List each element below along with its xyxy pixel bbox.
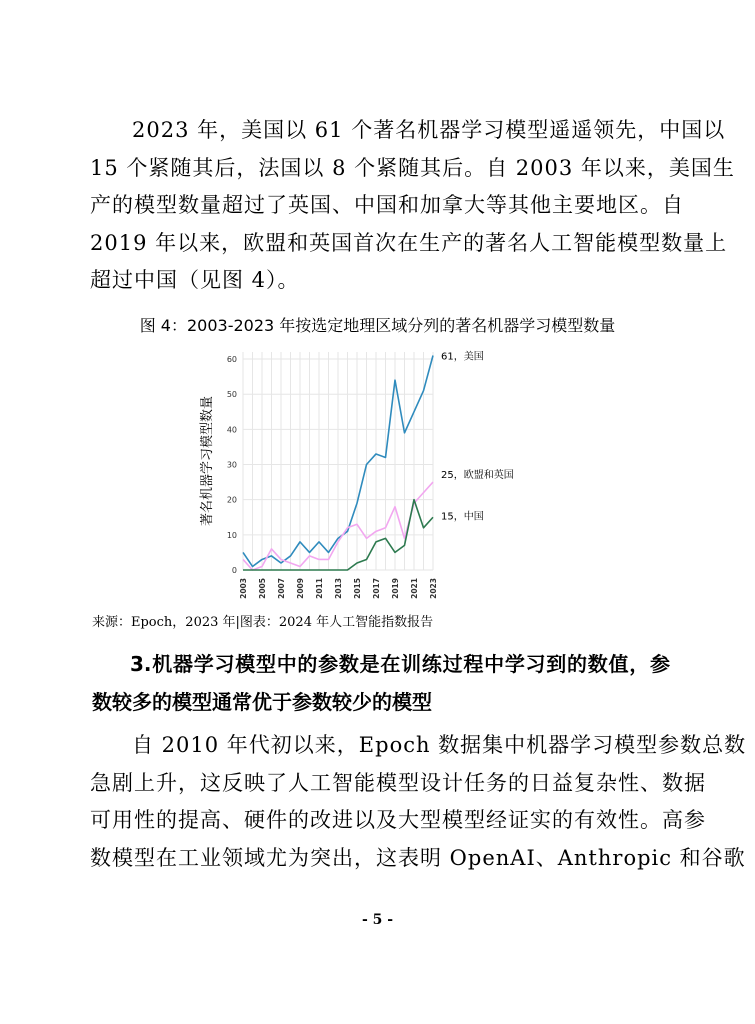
x-tick-label: 2007	[277, 578, 286, 599]
paragraph-line: 2023 年，美国以 61 个著名机器学习模型遥遥领先，中国以	[132, 118, 726, 142]
series-end-label: 25，欧盟和英国	[441, 470, 514, 482]
x-tick-label: 2005	[258, 578, 267, 599]
x-tick-label: 2011	[315, 578, 324, 599]
y-tick-label: 40	[226, 425, 237, 435]
x-tick-label: 2017	[372, 578, 381, 599]
figure-source: 来源：Epoch，2023 年|图表：2024 年人工智能指数报告	[92, 615, 434, 630]
chart-svg	[195, 340, 545, 610]
series-end-label: 61，美国	[441, 351, 484, 363]
paragraph-intro	[90, 112, 735, 300]
paragraph-line: 可用性的提高、硬件的改进以及大型模型经证实的有效性。高参	[90, 808, 706, 832]
figure-caption: 图 4：2003-2023 年按选定地理区域分列的著名机器学习模型数量	[139, 316, 616, 335]
paragraph-line: 自 2010 年代初以来，Epoch 数据集中机器学习模型参数总数	[132, 733, 747, 757]
paragraph-line: 数模型在工业领域尤为突出，这表明 OpenAI、Anthropic 和谷歌	[90, 845, 746, 870]
series-end-label: 15，中国	[441, 511, 484, 523]
y-tick-label: 10	[226, 530, 237, 540]
page-number: - 5 -	[361, 912, 394, 928]
x-tick-label: 2009	[296, 578, 305, 599]
x-tick-label: 2023	[429, 578, 438, 599]
y-tick-label: 60	[226, 355, 237, 365]
paragraph-line: 超过中国（见图 4）。	[90, 268, 300, 292]
x-tick-label: 2021	[410, 578, 419, 599]
y-tick-label: 50	[226, 390, 237, 400]
y-tick-label: 30	[226, 460, 237, 470]
y-tick-label: 20	[226, 495, 237, 505]
y-tick-label: 0	[231, 566, 237, 575]
x-tick-label: 2015	[353, 578, 362, 599]
section-heading	[92, 645, 670, 721]
heading-line: 3.机器学习模型中的参数是在训练过程中学习到的数值，参	[130, 652, 670, 676]
paragraph-line: 产的模型数量超过了英国、中国和加拿大等其他主要地区。自	[90, 193, 684, 217]
paragraph-line: 2019 年以来，欧盟和英国首次在生产的著名人工智能模型数量上	[90, 230, 728, 255]
y-axis-label: 著名机器学习模型数量	[200, 395, 215, 527]
paragraph-line: 急剧上升，这反映了人工智能模型设计任务的日益复杂性、数据	[90, 770, 706, 795]
paragraph-parameters	[90, 727, 747, 877]
paragraph-line: 15 个紧随其后，法国以 8 个紧随其后。自 2003 年以来，美国生	[90, 155, 735, 180]
line-chart	[195, 340, 545, 610]
x-tick-label: 2003	[239, 578, 248, 599]
x-tick-label: 2013	[334, 578, 343, 599]
heading-line: 数较多的模型通常优于参数较少的模型	[92, 690, 432, 714]
x-tick-label: 2019	[391, 578, 400, 599]
